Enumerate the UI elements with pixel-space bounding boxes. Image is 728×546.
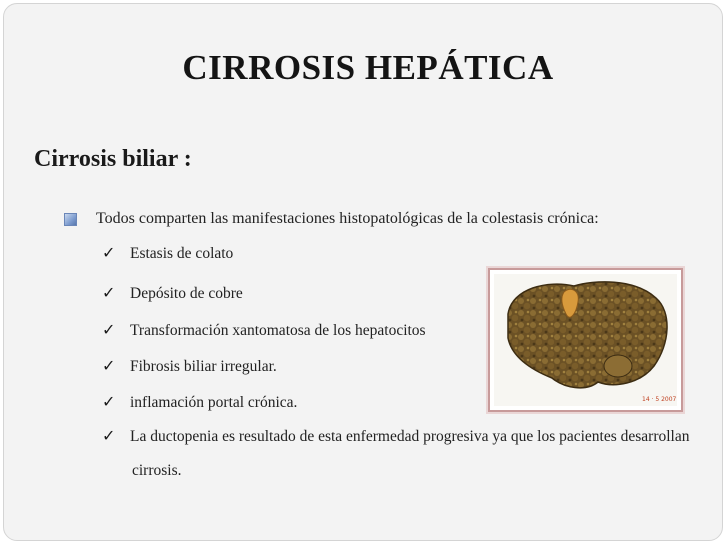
slide-subtitle: Cirrosis biliar : xyxy=(34,146,192,172)
list-item-text: inflamación portal crónica. xyxy=(130,394,298,411)
list-item-text: Estasis de colato xyxy=(130,245,234,262)
liver-specimen-image xyxy=(494,274,677,406)
square-bullet-icon xyxy=(64,213,77,226)
slide-title: CIRROSIS HEPÁTICA xyxy=(182,48,554,87)
main-bullet-text: Todos comparten las manifestaciones histopatológicas de la colestasis crónica: xyxy=(96,210,599,227)
list-item-continuation: cirrosis. xyxy=(132,462,182,479)
list-item xyxy=(102,394,297,412)
list-item-text: Fibrosis biliar irregular. xyxy=(130,358,277,375)
checkmark-icon: ✓ xyxy=(102,392,116,411)
list-item xyxy=(102,245,233,263)
list-item-text: Transformación xantomatosa de los hepatocitos xyxy=(130,322,426,339)
main-bullet xyxy=(66,210,599,228)
list-item xyxy=(102,358,277,376)
photo-date-stamp: 14 · 5 2007 xyxy=(642,396,677,403)
liver-photo xyxy=(488,268,683,412)
checkmark-icon: ✓ xyxy=(102,320,116,339)
list-item xyxy=(102,428,690,446)
checkmark-icon: ✓ xyxy=(102,356,116,375)
checkmark-icon: ✓ xyxy=(102,243,116,262)
list-item-text: La ductopenia es resultado de esta enfermedad progresiva ya que los pacientes desarrollan xyxy=(130,428,690,445)
slide xyxy=(3,3,723,541)
list-item-text: Depósito de cobre xyxy=(130,285,243,302)
list-item xyxy=(102,285,243,303)
checkmark-icon: ✓ xyxy=(102,426,116,445)
checkmark-icon: ✓ xyxy=(102,283,116,302)
list-item xyxy=(102,322,426,340)
